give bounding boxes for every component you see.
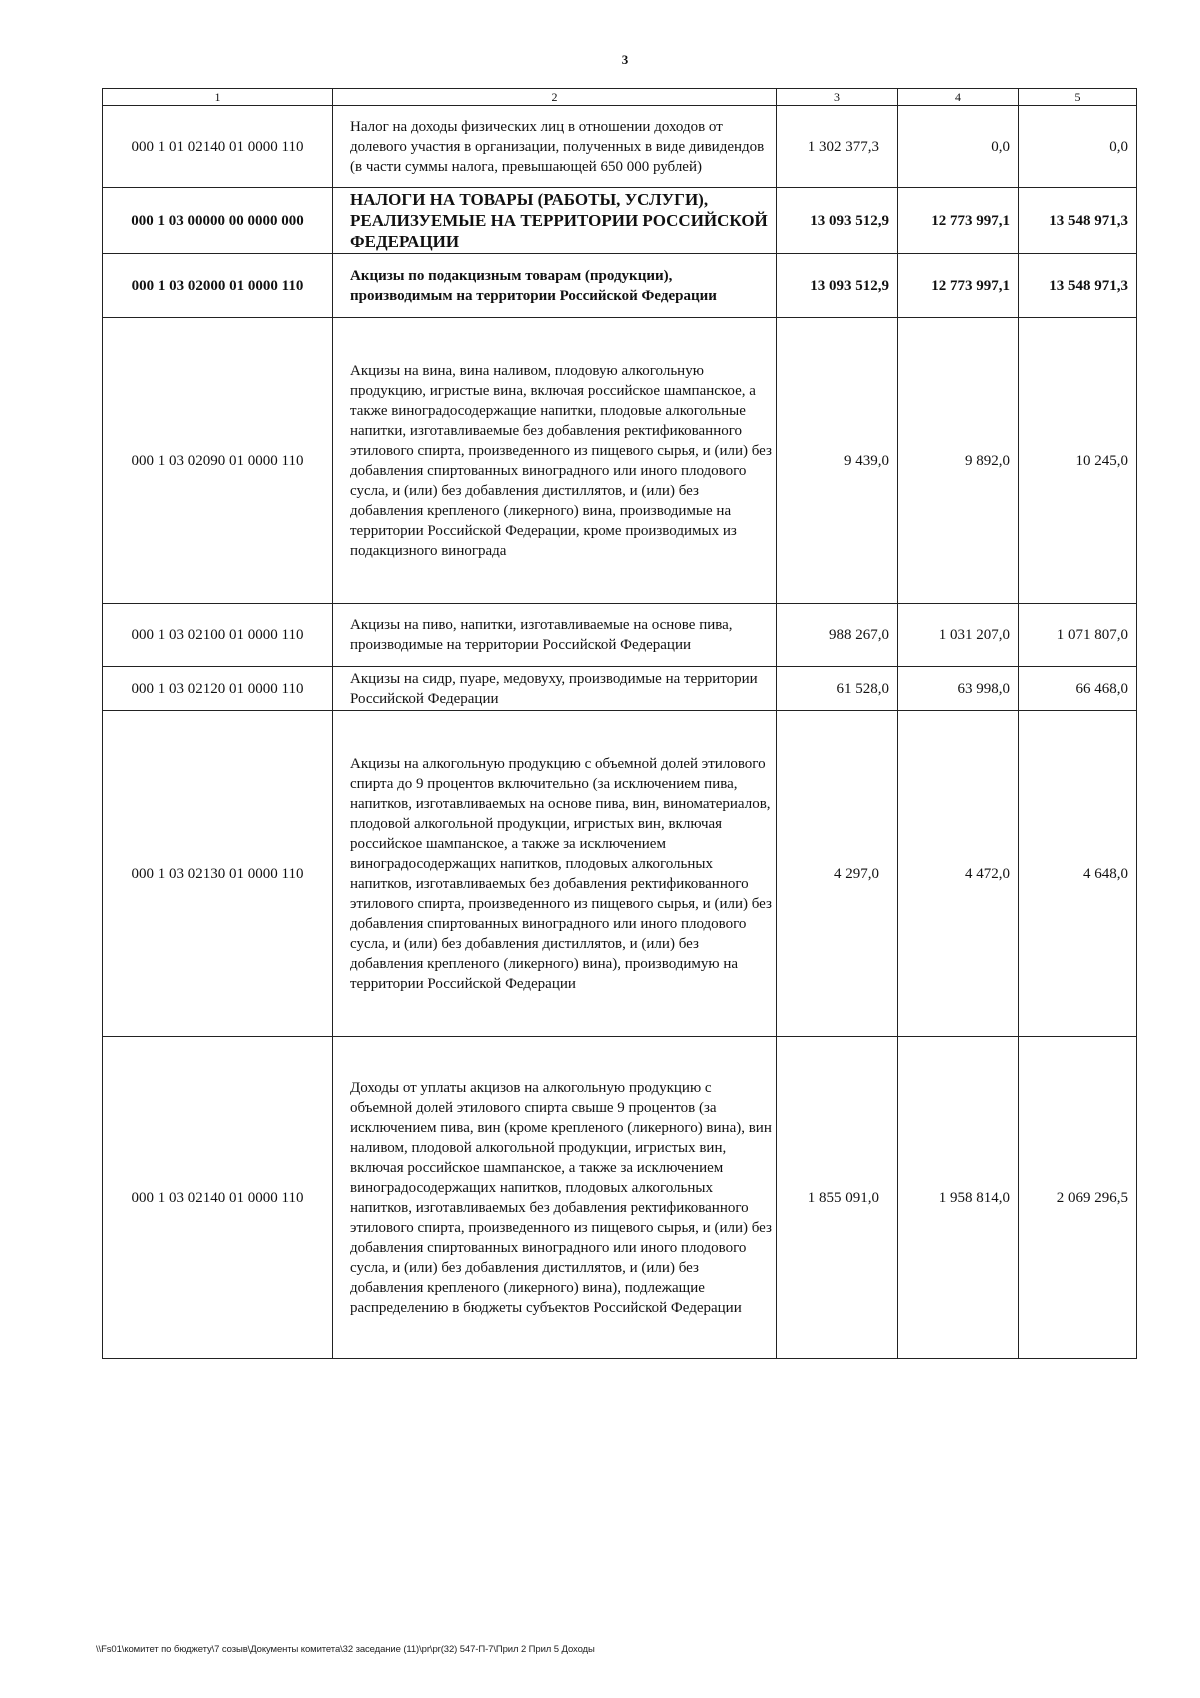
row-code: 000 1 03 02140 01 0000 110: [103, 1037, 333, 1359]
row-value-col5: 0,0: [1019, 106, 1137, 188]
row-name: Налог на доходы физических лиц в отношении доходов от долевого участия в организации, полученных в виде дивидендов (в части суммы налога, превышающей 650 000 рублей): [333, 106, 777, 188]
row-value-col3: 1 302 377,3: [777, 106, 898, 188]
column-header-1: 1: [103, 89, 333, 106]
row-code: 000 1 03 02090 01 0000 110: [103, 318, 333, 604]
page-number: 3: [621, 52, 629, 67]
row-code: 000 1 03 02100 01 0000 110: [103, 604, 333, 667]
row-value-col4: 9 892,0: [898, 318, 1019, 604]
table-row: [103, 318, 1137, 604]
table-row: [103, 667, 1137, 711]
row-value-col4: 1 958 814,0: [898, 1037, 1019, 1359]
row-value-col5: 2 069 296,5: [1019, 1037, 1137, 1359]
file-path-footer: \\Fs01\комитет по бюджету\7 созыв\Документы комитета\32 заседание (11)\pr\pr(32) 547-П-7\Прил 2 Прил 5 Доходы: [96, 1644, 595, 1655]
row-value-col5: 66 468,0: [1019, 667, 1137, 711]
revenue-table: [102, 88, 1137, 1359]
row-value-col5: 4 648,0: [1019, 711, 1137, 1037]
header-row: [103, 89, 1137, 106]
row-value-col3: 61 528,0: [777, 667, 898, 711]
row-value-col3: 988 267,0: [777, 604, 898, 667]
row-code: 000 1 03 02000 01 0000 110: [103, 254, 333, 318]
table-row: [103, 1037, 1137, 1359]
row-code: 000 1 03 00000 00 0000 000: [103, 188, 333, 254]
table-row: [103, 711, 1137, 1037]
column-header-2: 2: [333, 89, 777, 106]
row-value-col3: 4 297,0: [777, 711, 898, 1037]
row-code: 000 1 03 02120 01 0000 110: [103, 667, 333, 711]
column-header-4: 4: [898, 89, 1019, 106]
table-row: [103, 106, 1137, 188]
row-value-col5: 13 548 971,3: [1019, 254, 1137, 318]
row-value-col4: 1 031 207,0: [898, 604, 1019, 667]
row-value-col4: 12 773 997,1: [898, 188, 1019, 254]
row-value-col4: 63 998,0: [898, 667, 1019, 711]
row-name: Акцизы по подакцизным товарам (продукции), производимым на территории Российской Федерации: [333, 254, 777, 318]
table-row: [103, 188, 1137, 254]
row-name: Акцизы на пиво, напитки, изготавливаемые на основе пива, производимые на территории Российской Федерации: [333, 604, 777, 667]
table-row: [103, 254, 1137, 318]
row-value-col4: 4 472,0: [898, 711, 1019, 1037]
row-value-col3: 13 093 512,9: [777, 254, 898, 318]
row-value-col4: 0,0: [898, 106, 1019, 188]
row-value-col4: 12 773 997,1: [898, 254, 1019, 318]
row-value-col3: 13 093 512,9: [777, 188, 898, 254]
row-name: Акцизы на вина, вина наливом, плодовую алкогольную продукцию, игристые вина, включая российское шампанское, а также виноградосодержащие напитки, плодовые алкогольные напитки, изготавливаемые без добавления ректификованного этилового спирта, произведенного из пищевого сырья, и (или) без добавления спиртованных виноградного или иного плодового сусла, и (или) без добавления дистиллятов, и (или) без добавления крепленого (ликерного) вина, производимые на территории Российской Федерации, кроме производимых из подакцизного винограда: [333, 318, 777, 604]
row-value-col3: 9 439,0: [777, 318, 898, 604]
row-code: 000 1 01 02140 01 0000 110: [103, 106, 333, 188]
column-header-5: 5: [1019, 89, 1137, 106]
row-name: НАЛОГИ НА ТОВАРЫ (РАБОТЫ, УСЛУГИ), РЕАЛИЗУЕМЫЕ НА ТЕРРИТОРИИ РОССИЙСКОЙ ФЕДЕРАЦИИ: [333, 188, 777, 254]
row-name: Акцизы на сидр, пуаре, медовуху, производимые на территории Российской Федерации: [333, 667, 777, 711]
row-value-col5: 1 071 807,0: [1019, 604, 1137, 667]
column-header-3: 3: [777, 89, 898, 106]
row-name: Акцизы на алкогольную продукцию с объемной долей этилового спирта до 9 процентов включительно (за исключением пива, напитков, изготавливаемых на основе пива, вин, виноматериалов, плодовой алкогольной продукции, игристых вин, включая российское шампанское, а также за исключением виноградосодержащих напитков, плодовых алкогольных напитков, изготавливаемых без добавления ректификованного этилового спирта, произведенного из пищевого сырья, и (или) без добавления спиртованных виноградного или иного плодового сусла, и (или) без добавления дистиллятов, и (или) без добавления крепленого (ликерного) вина), производимую на территории Российской Федерации: [333, 711, 777, 1037]
table-row: [103, 604, 1137, 667]
row-value-col5: 10 245,0: [1019, 318, 1137, 604]
revenue-table-container: [102, 88, 1136, 1359]
row-value-col3: 1 855 091,0: [777, 1037, 898, 1359]
row-value-col5: 13 548 971,3: [1019, 188, 1137, 254]
row-name: Доходы от уплаты акцизов на алкогольную продукцию с объемной долей этилового спирта свыше 9 процентов (за исключением пива, вин (кроме крепленого (ликерного) вина), вин наливом, плодовой алкогольной продукции, игристых вин, включая российское шампанское, а также за исключением виноградосодержащих напитков, плодовых алкогольных напитков, изготавливаемых без добавления ректификованного этилового спирта, произведенного из пищевого сырья, и (или) без добавления спиртованных виноградного или иного плодового сусла, и (или) без добавления дистиллятов, и (или) без добавления крепленого (ликерного) вина), подлежащие распределению в бюджеты субъектов Российской Федерации: [333, 1037, 777, 1359]
row-code: 000 1 03 02130 01 0000 110: [103, 711, 333, 1037]
